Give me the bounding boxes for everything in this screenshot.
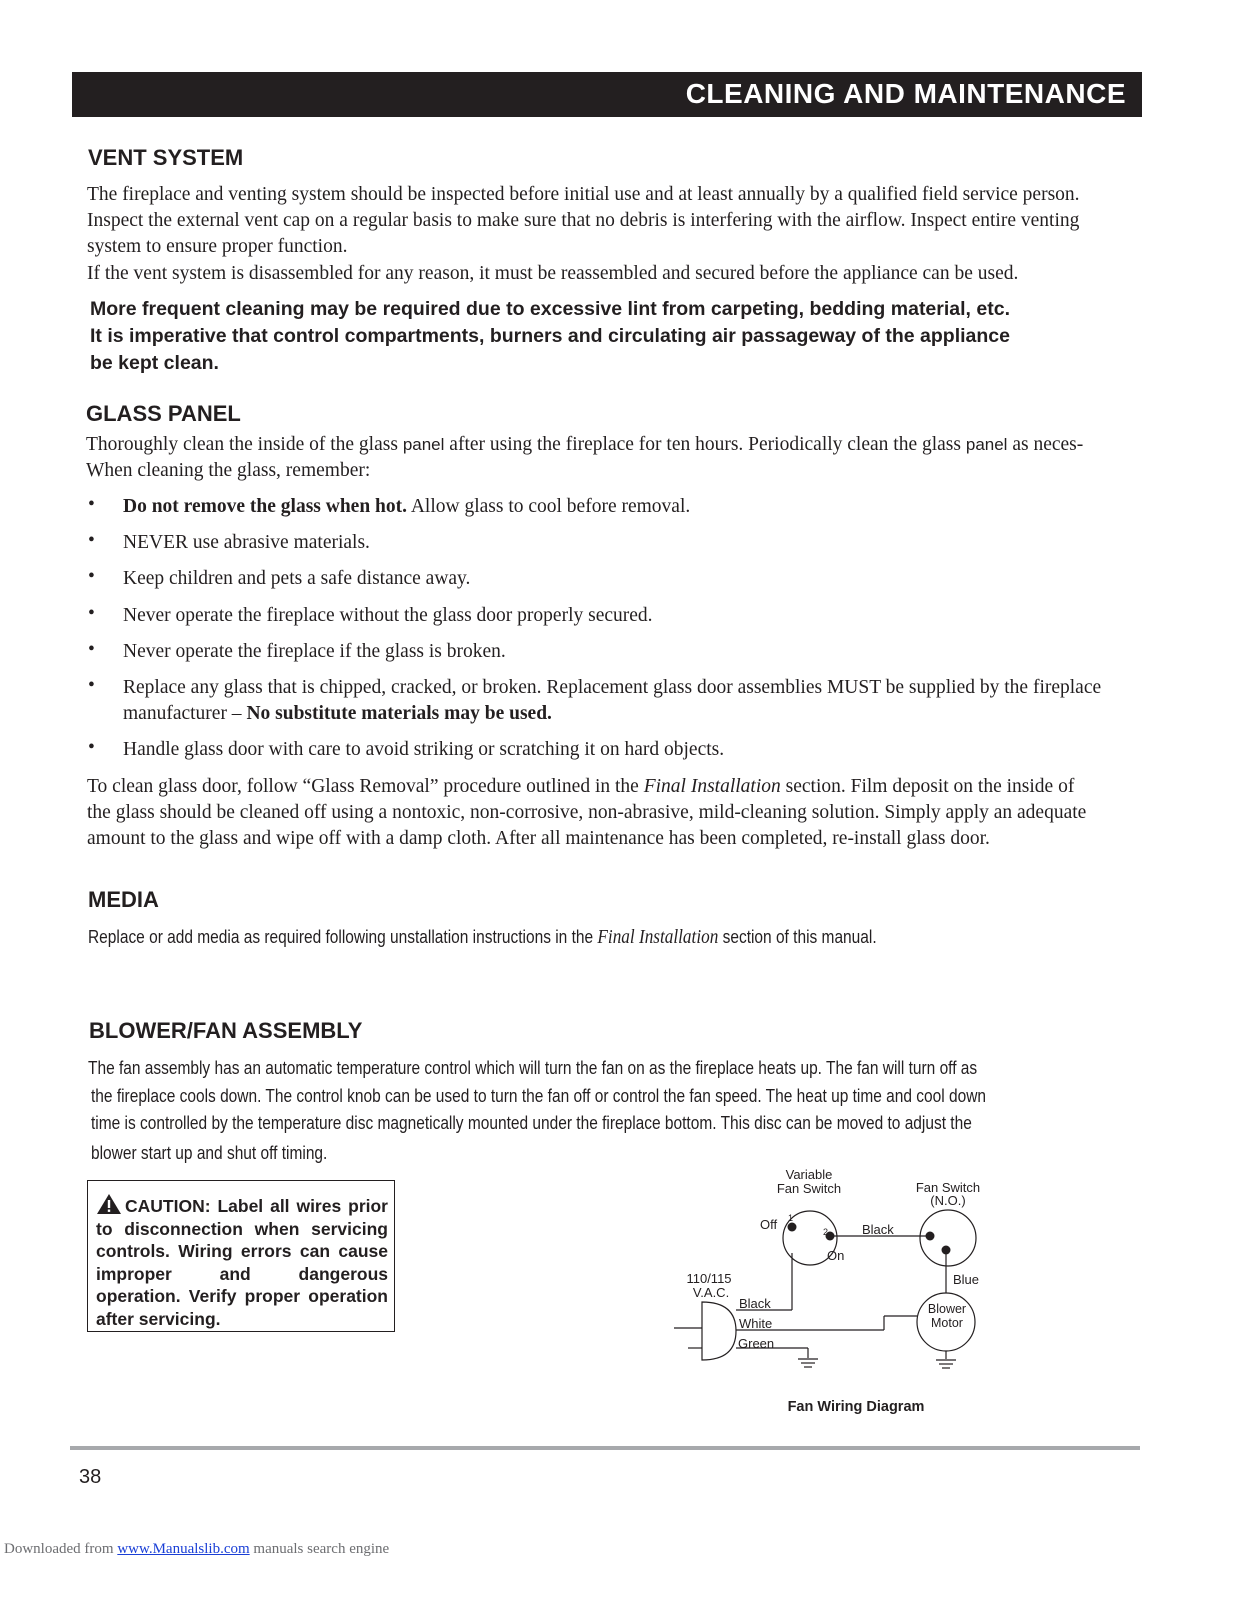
bullet-icon: • [88, 494, 95, 515]
media-text-wrap [88, 926, 877, 949]
fan-wiring-diagram [660, 1160, 1000, 1435]
glass-intro-line: When cleaning the glass, remember: [86, 460, 371, 481]
vent-paragraph-line: system to ensure proper function. [87, 236, 348, 257]
glass-outro-text: section. Film deposit on the inside of [780, 776, 1075, 797]
glass-bullet-item: NEVER use abrasive materials. [123, 532, 370, 553]
variable-switch-label: Fan Switch [776, 1181, 842, 1196]
on-label: On [827, 1248, 845, 1263]
page-number: 38 [79, 1466, 102, 1488]
vent-paragraph-line: Inspect the external vent cap on a regular basis to make sure that no debris is interfering with the airflow. Inspect entire venting [87, 210, 1080, 231]
blue-wire-label: Blue [953, 1272, 980, 1287]
glass-bullet-bold: Do not remove the glass when hot. [123, 496, 408, 517]
glass-intro-line [86, 432, 1083, 458]
glass-intro-text: panel [965, 435, 1008, 454]
glass-intro-text: panel [402, 435, 445, 454]
black-wire-label: Black [862, 1222, 894, 1237]
ground-icon [936, 1360, 956, 1368]
vent-system-heading: VENT SYSTEM [88, 145, 244, 170]
download-prefix: Downloaded from [4, 1541, 118, 1557]
glass-panel-heading: GLASS PANEL [86, 401, 241, 426]
media-text: Replace or add media as required following unstallation instructions in the [88, 927, 598, 947]
off-label: Off [760, 1217, 778, 1232]
glass-outro-line: the glass should be cleaned off using a nontoxic, non-corrosive, non-abrasive, mild-cleaning solution. Simply apply an adequate [87, 802, 1087, 823]
bullet-icon: • [88, 639, 95, 660]
fan-switch-label: (N.O.) [930, 1193, 966, 1208]
glass-bullet-item: Handle glass door with care to avoid striking or scratching it on hard objects. [123, 739, 725, 760]
bullet-icon: • [88, 675, 95, 696]
blower-paragraph-line: the fireplace cools down. The control knob can be used to turn the fan off or control the fan speed. The heat up time and cool down [91, 1086, 986, 1106]
blower-heading: BLOWER/FAN ASSEMBLY [89, 1018, 363, 1043]
vent-warning-line: It is imperative that control compartments, burners and circulating air passageway of the appliance [90, 325, 1010, 347]
glass-outro-text: To clean glass door, follow “Glass Removal” procedure outlined in the [87, 776, 644, 797]
warning-triangle-icon [96, 1193, 122, 1215]
glass-outro-line [87, 774, 1074, 800]
glass-bullet-item [123, 701, 552, 727]
bullet-icon: • [88, 603, 95, 624]
glass-bullet-item: Never operate the fireplace without the glass door properly secured. [123, 605, 653, 626]
terminal-1-label: 1 [788, 1213, 794, 1223]
glass-intro-text: Thoroughly clean the inside of the glass [86, 434, 403, 455]
bullet-icon: • [88, 737, 95, 758]
vent-paragraph-line: If the vent system is disassembled for any reason, it must be reassembled and secured before the appliance can be used. [87, 263, 1019, 284]
download-suffix: manuals search engine [249, 1541, 390, 1557]
glass-bullet-item: Replace any glass that is chipped, cracked, or broken. Replacement glass door assemblies MUST be supplied by the fireplace [123, 677, 1102, 698]
caution-box [87, 1180, 395, 1332]
ground-icon [798, 1359, 818, 1367]
section-header-bar [72, 72, 1142, 117]
manualslib-link[interactable]: www.Manualslib.com [117, 1541, 250, 1557]
fan-switch-label: Fan Switch [915, 1180, 981, 1195]
fan-switch-terminal-dot [926, 1232, 935, 1241]
glass-bullet-item: Never operate the fireplace if the glass is broken. [123, 641, 506, 662]
diagram-caption: Fan Wiring Diagram [787, 1399, 925, 1415]
vent-paragraph-line: The fireplace and venting system should be inspected before initial use and at least annually by a qualified field service person. [87, 184, 1080, 205]
glass-outro-italic: Final Installation [643, 776, 781, 797]
plug-body [702, 1302, 736, 1360]
blower-motor-label: Motor [931, 1316, 963, 1330]
glass-intro-text: as neces- [1007, 434, 1084, 455]
terminal-2-label: 2 [823, 1227, 829, 1237]
glass-outro-line: amount to the glass and wipe off with a damp cloth. After all maintenance has been completed, re-install glass door. [87, 828, 990, 849]
glass-intro-text: after using the fireplace for ten hours. Periodically clean the glass [444, 434, 966, 455]
vent-warning-line: be kept clean. [90, 352, 219, 374]
green-wire-label: Green [738, 1336, 775, 1351]
media-italic: Final Installation [597, 926, 719, 948]
voltage-label: 110/115 [686, 1271, 732, 1286]
black-wire-label: Black [739, 1296, 771, 1311]
section-title: CLEANING AND MAINTENANCE [685, 78, 1126, 109]
vent-warning-line: More frequent cleaning may be required due to excessive lint from carpeting, bedding material, etc. [90, 298, 1010, 320]
fan-switch-terminal-dot [942, 1246, 951, 1255]
glass-bullet-item: Keep children and pets a safe distance away. [123, 568, 471, 589]
download-footer [4, 1541, 389, 1558]
blower-paragraph-line: blower start up and shut off timing. [91, 1143, 328, 1163]
bullet-icon: • [88, 530, 95, 551]
switch-terminal-dot [788, 1223, 797, 1232]
white-wire-label: White [739, 1316, 773, 1331]
glass-bullet-text: Allow glass to cool before removal. [407, 496, 691, 517]
glass-bullet-item [123, 494, 690, 520]
blower-motor-label: Blower [927, 1302, 967, 1316]
blower-paragraph-line: time is controlled by the temperature disc magnetically mounted under the fireplace bottom. This disc can be moved to adjust the [91, 1113, 972, 1133]
media-paragraph [88, 926, 1005, 949]
voltage-label: V.A.C. [692, 1285, 730, 1300]
media-heading: MEDIA [88, 887, 159, 912]
caution-text: CAUTION: Label all wires prior to disconnection when servicing controls. Wiring errors can cause improper and dangerous operation. Verify proper operation after servicing. [96, 1196, 388, 1329]
caution-text-block [96, 1193, 388, 1330]
glass-bullet-bold: No substitute materials may be used. [246, 703, 552, 724]
footer-rule [70, 1446, 1140, 1450]
blower-paragraph-line: The fan assembly has an automatic temperature control which will turn the fan on as the fireplace heats up. The fan will turn off as [88, 1058, 978, 1078]
variable-switch-label: Variable [785, 1167, 833, 1182]
bullet-icon: • [88, 566, 95, 587]
glass-bullet-text: manufacturer – [123, 703, 247, 724]
media-text: section of this manual. [718, 927, 877, 947]
